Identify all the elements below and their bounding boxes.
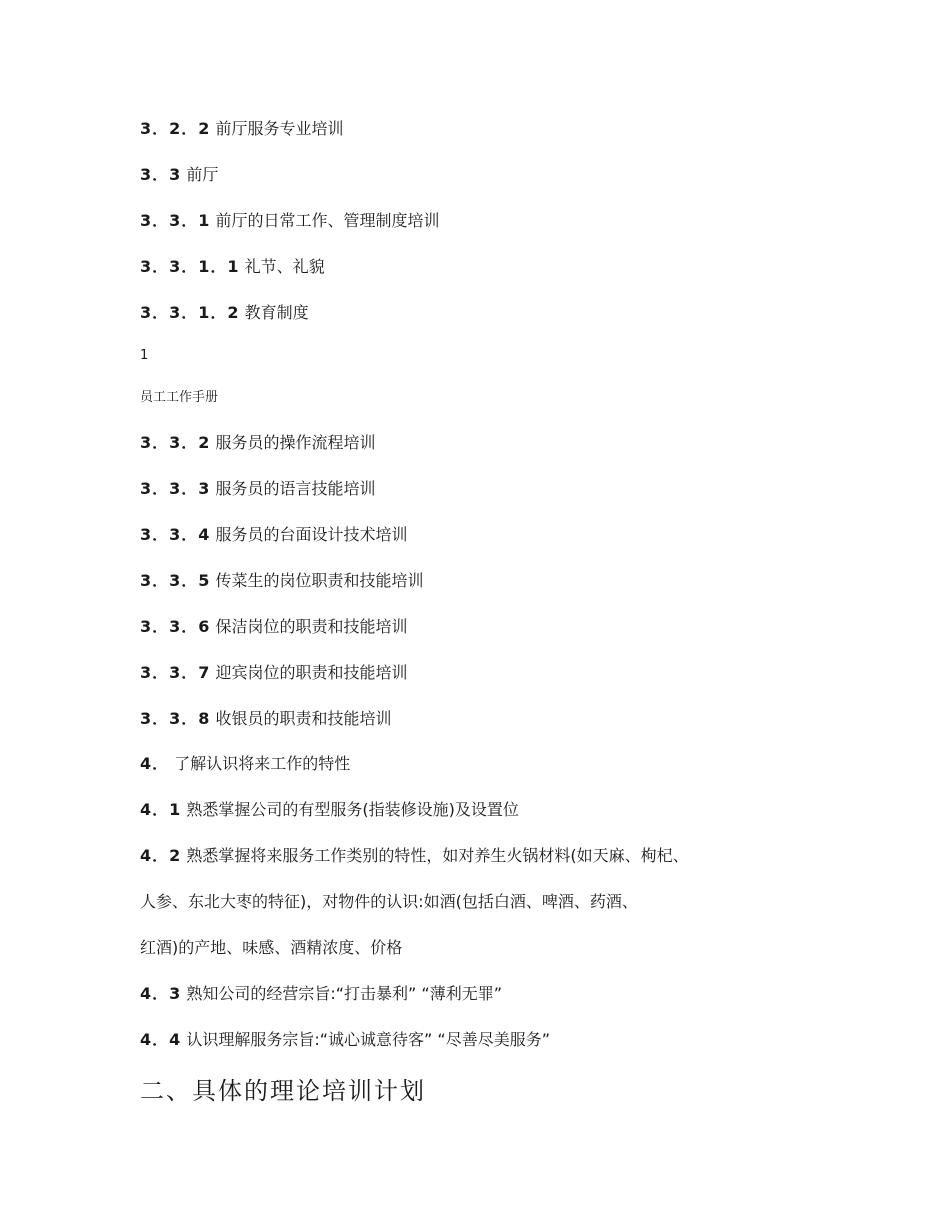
item-number: 3．2．2 xyxy=(140,119,211,138)
item-number: 4． xyxy=(140,754,170,773)
item-text: 前厅服务专业培训 xyxy=(215,119,344,138)
item-number: 3．3．1 xyxy=(140,211,211,230)
item-4-1 xyxy=(140,800,519,820)
item-text: 熟悉掌握公司的有型服务(指装修设施)及设置位 xyxy=(186,800,519,819)
item-text: 服务员的操作流程培训 xyxy=(215,433,376,452)
item-3-3-6 xyxy=(140,617,408,637)
item-4-4 xyxy=(140,1030,550,1050)
item-number: 4．1 xyxy=(140,800,182,819)
item-text: 保洁岗位的职责和技能培训 xyxy=(215,617,408,636)
item-3-3-5 xyxy=(140,571,424,591)
running-header-text: 员工工作手册 xyxy=(140,390,219,405)
item-text: 了解认识将来工作的特性 xyxy=(174,754,351,773)
item-number: 3．3．4 xyxy=(140,525,211,544)
item-text: 前厅 xyxy=(186,165,219,184)
item-3-3 xyxy=(140,165,218,185)
item-text: 迎宾岗位的职责和技能培训 xyxy=(215,663,408,682)
item-4-2-continued xyxy=(140,938,402,958)
item-3-3-1 xyxy=(140,211,440,231)
item-number: 4．2 xyxy=(140,846,182,865)
item-text: 服务员的语言技能培训 xyxy=(215,479,376,498)
item-number: 3．3．8 xyxy=(140,709,211,728)
page-number xyxy=(140,347,148,365)
item-number: 3．3．5 xyxy=(140,571,211,590)
item-3-3-8 xyxy=(140,709,392,729)
item-text: 熟悉掌握将来服务工作类别的特性，如对养生火锅材料(如天麻、枸杞、 xyxy=(186,846,689,865)
item-number: 4．4 xyxy=(140,1030,182,1049)
running-header xyxy=(140,389,218,407)
item-number: 3．3．1．1 xyxy=(140,257,240,276)
item-4 xyxy=(140,754,350,774)
item-3-3-1-1 xyxy=(140,257,325,277)
item-text: 红酒)的产地、味感、酒精浓度、价格 xyxy=(140,938,403,957)
item-3-3-2 xyxy=(140,433,376,453)
item-3-2-2 xyxy=(140,119,344,139)
item-number: 3．3 xyxy=(140,165,182,184)
item-number: 3．3．1．2 xyxy=(140,303,240,322)
item-number: 4．3 xyxy=(140,984,182,1003)
item-number: 3．3．6 xyxy=(140,617,211,636)
item-number: 3．3．3 xyxy=(140,479,211,498)
item-text: 人参、东北大枣的特征)，对物件的认识:如酒(包括白酒、啤酒、药酒、 xyxy=(140,892,638,911)
item-3-3-1-2 xyxy=(140,303,309,323)
item-text: 传菜生的岗位职责和技能培训 xyxy=(215,571,424,590)
item-text: 收银员的职责和技能培训 xyxy=(215,709,392,728)
item-4-3 xyxy=(140,984,502,1004)
item-text: 服务员的台面设计技术培训 xyxy=(215,525,408,544)
item-text: 教育制度 xyxy=(244,303,309,322)
item-number: 3．3．7 xyxy=(140,663,211,682)
item-4-2 xyxy=(140,846,689,866)
page-number-text: 1 xyxy=(140,348,149,363)
section-heading: 二、具体的理论培训计划 xyxy=(140,1077,426,1105)
item-3-3-7 xyxy=(140,663,408,683)
item-4-2-continued xyxy=(140,892,638,912)
item-text: 认识理解服务宗旨:“诚心诚意待客” “尽善尽美服务” xyxy=(186,1030,551,1049)
item-3-3-3 xyxy=(140,479,376,499)
item-number: 3．3．2 xyxy=(140,433,211,452)
item-3-3-4 xyxy=(140,525,408,545)
item-text: 熟知公司的经营宗旨:“打击暴利” “薄利无罪” xyxy=(186,984,503,1003)
item-text: 礼节、礼貌 xyxy=(244,257,325,276)
item-text: 前厅的日常工作、管理制度培训 xyxy=(215,211,440,230)
